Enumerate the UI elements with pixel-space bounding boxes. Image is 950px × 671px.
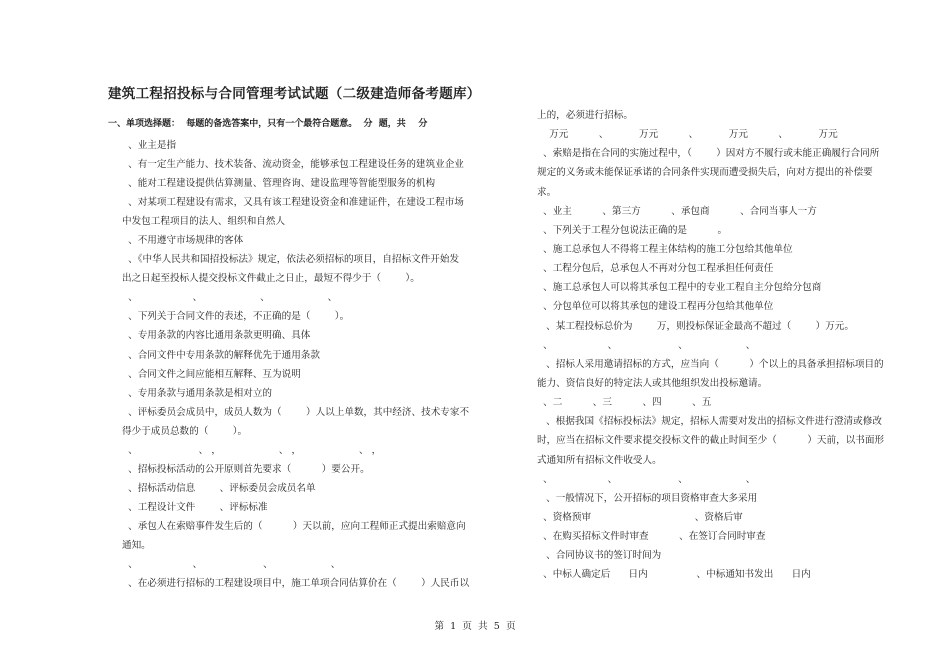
text-line: 、招标人采用邀请招标的方式，应当向（ ）个以上的具备承担招标项目的 (537, 358, 884, 370)
text-line: 上的，必须进行招标。 (537, 110, 633, 121)
text-line: 、一般情况下，公开招标的项目资格审查大多采用 (537, 492, 758, 504)
text-line: 、业主 、第三方 、承包商 、合同当事人一方 (537, 205, 817, 217)
text-line: 得少于成员总数的（ ）。 (122, 425, 248, 437)
document-title: 建筑工程招投标与合同管理考试试题（二级建造师备考题库） (108, 86, 481, 102)
text-line: 、承包人在索赔事件发生后的（ ）天以前，应向工程师正式提出索赔意向 (122, 520, 466, 532)
text-line: 、招标投标活动的公开原则首先要求（ ）要公开。 (122, 463, 370, 475)
text-line: 通知。 (122, 539, 151, 551)
text-line: 中发包工程项目的法人、组织和自然人 (122, 216, 286, 228)
text-line: 、下列关于合同文件的表述，不正确的是（ ）。 (122, 311, 350, 323)
text-line: 、业主是指 (122, 140, 177, 151)
text-line: 式通知所有招标文件收受人。 (537, 454, 662, 466)
section-heading: 一、单项选择题： 每题的备选答案中，只有一个最符合题意。 分 题，共 分 (108, 119, 428, 129)
text-line: 、 、 ， 、 ， 、 ， (122, 444, 382, 456)
text-line: 、分包单位可以将其承包的建设工程再分包给其他单位 (537, 301, 774, 313)
text-line: 、不用遵守市场规律的客体 (122, 235, 244, 247)
text-line: 、中标人确定后 日内 、中标通知书发出 日内 (537, 569, 811, 581)
text-line: 、施工总承包人可以将其承包工程中的专业工程自主分包给分包商 (537, 282, 822, 294)
text-line: 、评标委员会成员中，成员人数为（ ）人以上单数，其中经济、技术专家不 (122, 406, 470, 418)
text-line: 、对某项工程建设有需求，又具有该工程建设资金和准建证件，在建设工程市场 (122, 197, 464, 209)
text-line: 、合同文件中专用条款的解释优先于通用条款 (122, 349, 320, 361)
text-line: 、施工总承包人不得将工程主体结构的施工分包给其他单位 (537, 243, 793, 255)
text-line: 、工程分包后，总承包人不再对分包工程承担任何责任 (537, 263, 774, 275)
left-column (122, 136, 494, 593)
text-line: 出之日起至投标人提交投标文件截止之日止，最短不得少于（ ）。 (122, 273, 420, 285)
text-line: 时，应当在招标文件要求提交投标文件的截止时间至少（ ）天前，以书面形 (537, 435, 885, 447)
text-line: 、专用条款与通用条款是相对立的 (122, 387, 273, 399)
text-line: 、《中华人民共和国招投标法》规定，依法必须招标的项目，自招标文件开始发 (122, 254, 460, 266)
text-line: 、能对工程建设提供估算测量、管理咨询、建设监理等智能型服务的机构 (122, 178, 436, 190)
text-line: 能力、资信良好的特定法人或其他组织发出投标邀请。 (537, 377, 768, 389)
text-line: 、招标活动信息 、评标委员会成员名单 (122, 482, 316, 494)
text-line: 、二 、三 、四 、五 (537, 397, 712, 409)
text-line: 、下列关于工程分包说法正确的是 。 (537, 224, 728, 236)
text-line: 、 、 、 、 (537, 473, 756, 485)
text-line: 、有一定生产能力、技术装备、流动资金，能够承包工程建设任务的建筑业企业 (122, 159, 464, 171)
text-line: 、某工程投标总价为 万，则投标保证金最高不超过（ ）万元。 (537, 320, 854, 332)
right-column (537, 106, 905, 585)
text-line: 、工程设计文件 、评标标准 (122, 501, 268, 513)
text-line: 求。 (537, 186, 557, 198)
text-line: 、专用条款的内容比通用条款更明确、具体 (122, 330, 311, 342)
text-line: 万元 、 万元 、 万元 、 万元 (537, 129, 838, 141)
text-line: 、 、 、 、 (122, 292, 338, 304)
text-line: 、 、 、 、 (537, 339, 756, 351)
text-line: 、根据我国《招标投标法》规定，招标人需要对发出的招标文件进行澄清或修改 (537, 416, 882, 428)
page-footer: 第 1 页 共 5 页 (434, 621, 516, 632)
text-line: 、索赔是指在合同的实施过程中，（ ）因对方不履行或未能正确履行合同所 (537, 148, 880, 160)
text-line: 、 、 、 、 (122, 559, 341, 571)
text-line: 、在必须进行招标的工程建设项目中，施工单项合同估算价在（ ）人民币以 (122, 578, 470, 590)
text-line: 规定的义务或未能保证承诺的合同条件实现而遭受损失后，向对方提出的补偿要 (537, 167, 873, 179)
text-line: 、资格预审 、资格后审 (537, 511, 743, 523)
text-line: 、合同协议书的签订时间为 (537, 550, 662, 562)
text-line: 、合同文件之间应能相互解释、互为说明 (122, 368, 301, 380)
text-line: 、在购买招标文件时审查 、在签订合同时审查 (537, 531, 766, 543)
